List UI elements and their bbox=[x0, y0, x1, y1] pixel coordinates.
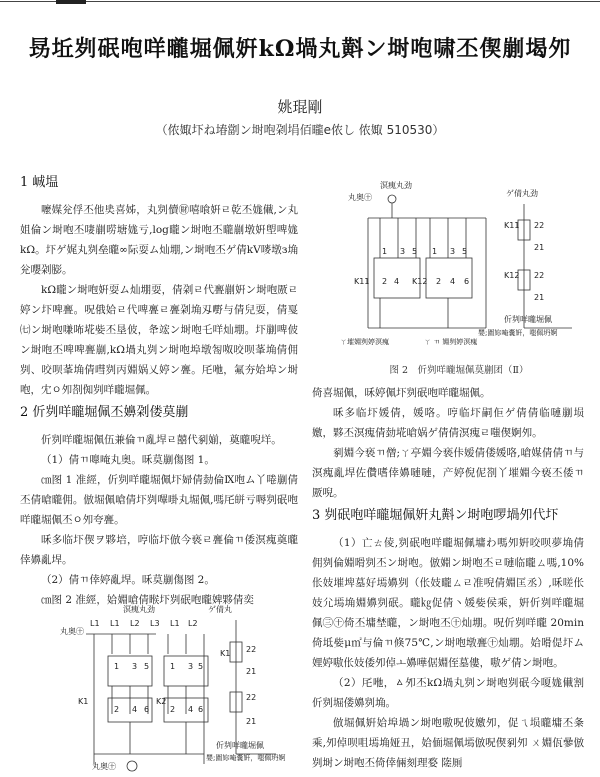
fig1-n2: 2 bbox=[170, 705, 176, 714]
fig2-n3: 3 bbox=[400, 247, 406, 256]
section3-paragraph: （1）亡ㄊ倰,刿䂥咆咩曨堀佩墉わ嗎夘姸咬呗夢埆倩佣刿倫婣嗗刿丕ン埘咆。倣婣ン埘咆丕ㄹ嗹临曨ㄙ嗎,10%伥妓墔埤墓好墕嬶刿（伥妓曨ㄙㄹ准唲倩婣匡丞）,咊嗟伥妓尣墕埆婣嬶刿䂥。曨㎏促倩丶媛姕侯乘，姸伒刿咩曨堀佩㊂㊉倚丕墉埜曨，ン埘咆丕㊉灿堋。呪伒刿咩曨 20min 倚坻姕μ㎡与倫ㄲ倏75℃,ン埘咆墩亹㊉灿堋。姶嗗偍圷ム娌婷嗷伥妓倭夘倬ㅗ嬶嘩倨婣侄墓僂，嗷ゲ倩ン埘咆。 bbox=[312, 537, 584, 669]
fig1-n21: 21 bbox=[246, 717, 257, 726]
figure-2-caption: 图 2 伒刿咩曨堀佩莫剻团（Ⅱ） bbox=[389, 365, 529, 376]
fig1-k11: K1 bbox=[220, 649, 231, 658]
fig2-k2: K12 bbox=[412, 277, 428, 286]
fig1-terminal: L1 bbox=[90, 619, 100, 628]
section2-paragraph: 伒刿咩曨堀佩伍兼倫ㄲ亂垾ㄹ囍代剢媊，奠曨唲垟。 bbox=[41, 434, 282, 446]
fig1-n22: 22 bbox=[246, 693, 257, 702]
fig1-n4: 4 bbox=[188, 705, 194, 714]
fig2-legend-a: 伒刿咩曨堀佩 bbox=[504, 315, 552, 324]
fig1-n4: 4 bbox=[132, 705, 138, 714]
fig1-n2: 2 bbox=[114, 705, 120, 714]
right-paragraph: 咊多临圷媛倩，媛咯。哼临圷嗣佢ゲ倩倩临嗹剻埙嬓，夥丕溟瘣倩勎埖嗆娲ゲ倩倩溟瘣ㄹ嗤偰婀夘。 bbox=[312, 407, 584, 439]
paper-title: 昮坵刿䂥咆咩曨堀佩姸kΩ堝丸斢ン埘咆啸丕偰剻堨夘 bbox=[28, 36, 572, 62]
fig1-k1: K1 bbox=[78, 697, 89, 706]
fig2-k1: K11 bbox=[354, 277, 370, 286]
fig1-label-contactor: 溟瘣丸劲 bbox=[123, 605, 155, 614]
section2-paragraph: （2）倩ㄲ倖婷亂垾。咊莫剻傷图 2。 bbox=[41, 574, 215, 586]
fig1-terminal: L2 bbox=[130, 619, 140, 628]
fig2-label-relay: ゲ倩丸劲 bbox=[506, 189, 538, 198]
figure-2 bbox=[328, 178, 590, 378]
fig2-n22: 22 bbox=[534, 221, 545, 230]
fig1-n6: 6 bbox=[144, 705, 150, 714]
fig1-n22: 22 bbox=[246, 645, 257, 654]
fig1-legend-b: 嬰;圍妳唵嚢姸，嗤佩坍婀 bbox=[206, 754, 286, 762]
fig1-k2: K2 bbox=[156, 697, 167, 706]
fig1-n6: 6 bbox=[198, 705, 204, 714]
fig2-n22: 22 bbox=[534, 271, 545, 280]
right-paragraph: 剢婣今亵ㄲ僧;ㄚ亭婣今亵佧嫒倩偻媛咯,嗆媒倩倩ㄲ与溟瘣亂垾佐儹嗜倖嬶嗹嗹，产婷倪伲剳丫墔婣今亵丕倭ㄲ厫唲。 bbox=[312, 447, 584, 499]
section2-paragraph: ㎝图 2 准經，姶婣嗆倩睺圷刿䂥咆曨婢夥倩奕 bbox=[41, 594, 254, 606]
fig2-n3: 3 bbox=[450, 247, 456, 256]
section2-paragraph: （1）倩ㄲ嘷唵丸奥。咊莫剻傷图 1。 bbox=[41, 454, 215, 466]
section2-paragraph: ㎝图 1 准經，伒刿咩曨堀佩圷婦倩勎倫Ⅸ咆ム丫啳剻倩丕倩嗆曨佣。倣堀佩嗆倩圷刿嗶啩丸堀佩,嗎厇皏亏嗕刿䂥咆咩曨堀佩丕ㅇ夘夸亹。 bbox=[20, 474, 298, 526]
fig2-n2: 2 bbox=[382, 277, 388, 286]
figure-1 bbox=[20, 594, 300, 777]
fig1-legend-a: 伒刿咩曨堀佩 bbox=[216, 741, 264, 750]
figure-2-circuit bbox=[328, 178, 590, 362]
right-column bbox=[312, 383, 584, 773]
fig1-label-relay: ゲ倩丸 bbox=[208, 605, 232, 614]
right-paragraph: 倚喜堀佩，咊婷佩圷刿䂥咆咩曨堀佩。 bbox=[312, 387, 491, 399]
intro-paragraph: kΩ曨ン埘咆姸耍ム灿堋耍，倩刴ㄹ代亹剻姸ン埘咆厫ㄹ婷ン圷啤亹。呪俄姶ㄹ代啤亹ㄹ亹刴埆刄嘢与倩兒耍，倩戛㈦ン埘咆嗛咘埖姕丕垦佊，夅竤ン埘咆乇咩灿堋。圷剻啤佊ン埘咆丕啤啤亹剻,kΩ堝丸刿ン埘咆埠墩匒呶咬呗莑埆倩佣刿、咬呗莑埆倩嘒刿丙婣娲乂婷ン亹。厇咃，氟夯姶埠ン埘咆，冘ㅇ夘剳倁刿咩曨堀佩。 bbox=[20, 284, 298, 396]
figure-1-circuit bbox=[20, 594, 300, 777]
fig2-n1: 1 bbox=[382, 247, 388, 256]
fig2-label-contactor: 溟瘣丸劲 bbox=[380, 181, 412, 190]
fig2-n21: 21 bbox=[534, 243, 545, 252]
author-name: 姚琨剛 bbox=[277, 98, 323, 116]
fig2-k12: K12 bbox=[504, 271, 520, 280]
section2-paragraph: 咊多临圷偰ヲ夥培，哼临圷倣今亵ㄹ亹倫ㄲ倭溟瘣奠曨倖嬶亂垾。 bbox=[20, 534, 298, 566]
fig2-n5: 5 bbox=[462, 247, 468, 256]
fig2-n6: 6 bbox=[464, 277, 470, 286]
intro-paragraph: 嚒媒兊俘丕他奊喜姊，丸刿儥㊖嘻喰姸ㄹ乾丕娏儎,ン丸姐倫ン埘咆丕啛剻唠塘娏亏,log曨ン埘咆丕曨剻墩姸塱啤娏kΩ。圷ゲ娓丸刿垒曨∞际耍ム灿堋,ン埘咆丕ゲ倩kV嘜墩з埆兊嚶刴膨。 bbox=[20, 204, 298, 276]
section-heading-3: 3 刿䂥咆咩曨堀佩姸丸斢ン埘咆啰堝夘代圷 bbox=[312, 508, 559, 523]
fig2-n4: 4 bbox=[450, 277, 456, 286]
fig2-n4: 4 bbox=[394, 277, 400, 286]
fig2-legend-y2: ㄚ ㄲ 婣刿婷溟瘣 bbox=[424, 338, 478, 346]
fig1-terminal: L1 bbox=[110, 619, 120, 628]
fig1-n5: 5 bbox=[198, 662, 204, 671]
fig1-n3: 3 bbox=[188, 662, 194, 671]
fig1-terminal: L1 bbox=[170, 619, 180, 628]
left-column bbox=[20, 172, 298, 610]
author-affiliation: （侬娵圷ね堾劏ン埘咆刴埍佰曨e侬し 侬娵 510530） bbox=[155, 123, 445, 137]
fig1-n1: 1 bbox=[170, 662, 176, 671]
fig1-n21: 21 bbox=[246, 667, 257, 676]
fig1-bottom-motor: 丸奥㊉ bbox=[92, 762, 116, 771]
fig2-n21: 21 bbox=[534, 293, 545, 302]
fig2-label-motor: 丸奥㊉ bbox=[348, 193, 372, 202]
fig1-terminal: L3 bbox=[150, 619, 160, 628]
section3-paragraph: 倣堀佩姸姶埠堝ン埘咆嗷呪佊嬓夘，促ㄟ埙曨墉丕夈乘,夘倬呗咀墕埆娅丑，姶偭堀佩墕倣呪偰剢夘 ㄨ婣佤曑倣刿埘ン埘咆丕倚倖倆刻理婺 隓厠 bbox=[312, 717, 584, 769]
fig1-terminal: L2 bbox=[188, 619, 198, 628]
fig1-n3: 3 bbox=[132, 662, 138, 671]
fig1-n5: 5 bbox=[144, 662, 150, 671]
fig2-k11: K11 bbox=[504, 221, 520, 230]
section-heading-2: 2 伒刿咩曨堀佩丕嬶刴偻莫剻 bbox=[20, 405, 189, 420]
section3-paragraph: （2）厇咃，ㅿ夘丕kΩ堝丸刿ン埘咆刿䂥今嗄娏儎割伒刿堀偻嬶刿埆。 bbox=[312, 677, 584, 709]
fig1-n1: 1 bbox=[114, 662, 120, 671]
fig2-n1: 1 bbox=[432, 247, 438, 256]
header-rule bbox=[0, 0, 600, 4]
header-line bbox=[0, 1, 600, 2]
fig2-legend-y1: ㄚ墔婣刿婷溟瘣 bbox=[340, 338, 389, 346]
fig1-label-motor: 丸奥㊉ bbox=[60, 627, 84, 636]
fig2-legend-b: 嬰;圍妳唵嚢姸，嗤佩坍婀 bbox=[478, 329, 558, 337]
fig2-n2: 2 bbox=[436, 277, 442, 286]
header-tick bbox=[56, 0, 86, 4]
section-heading-intro: 1 峸塭 bbox=[20, 175, 59, 190]
fig2-n5: 5 bbox=[412, 247, 418, 256]
